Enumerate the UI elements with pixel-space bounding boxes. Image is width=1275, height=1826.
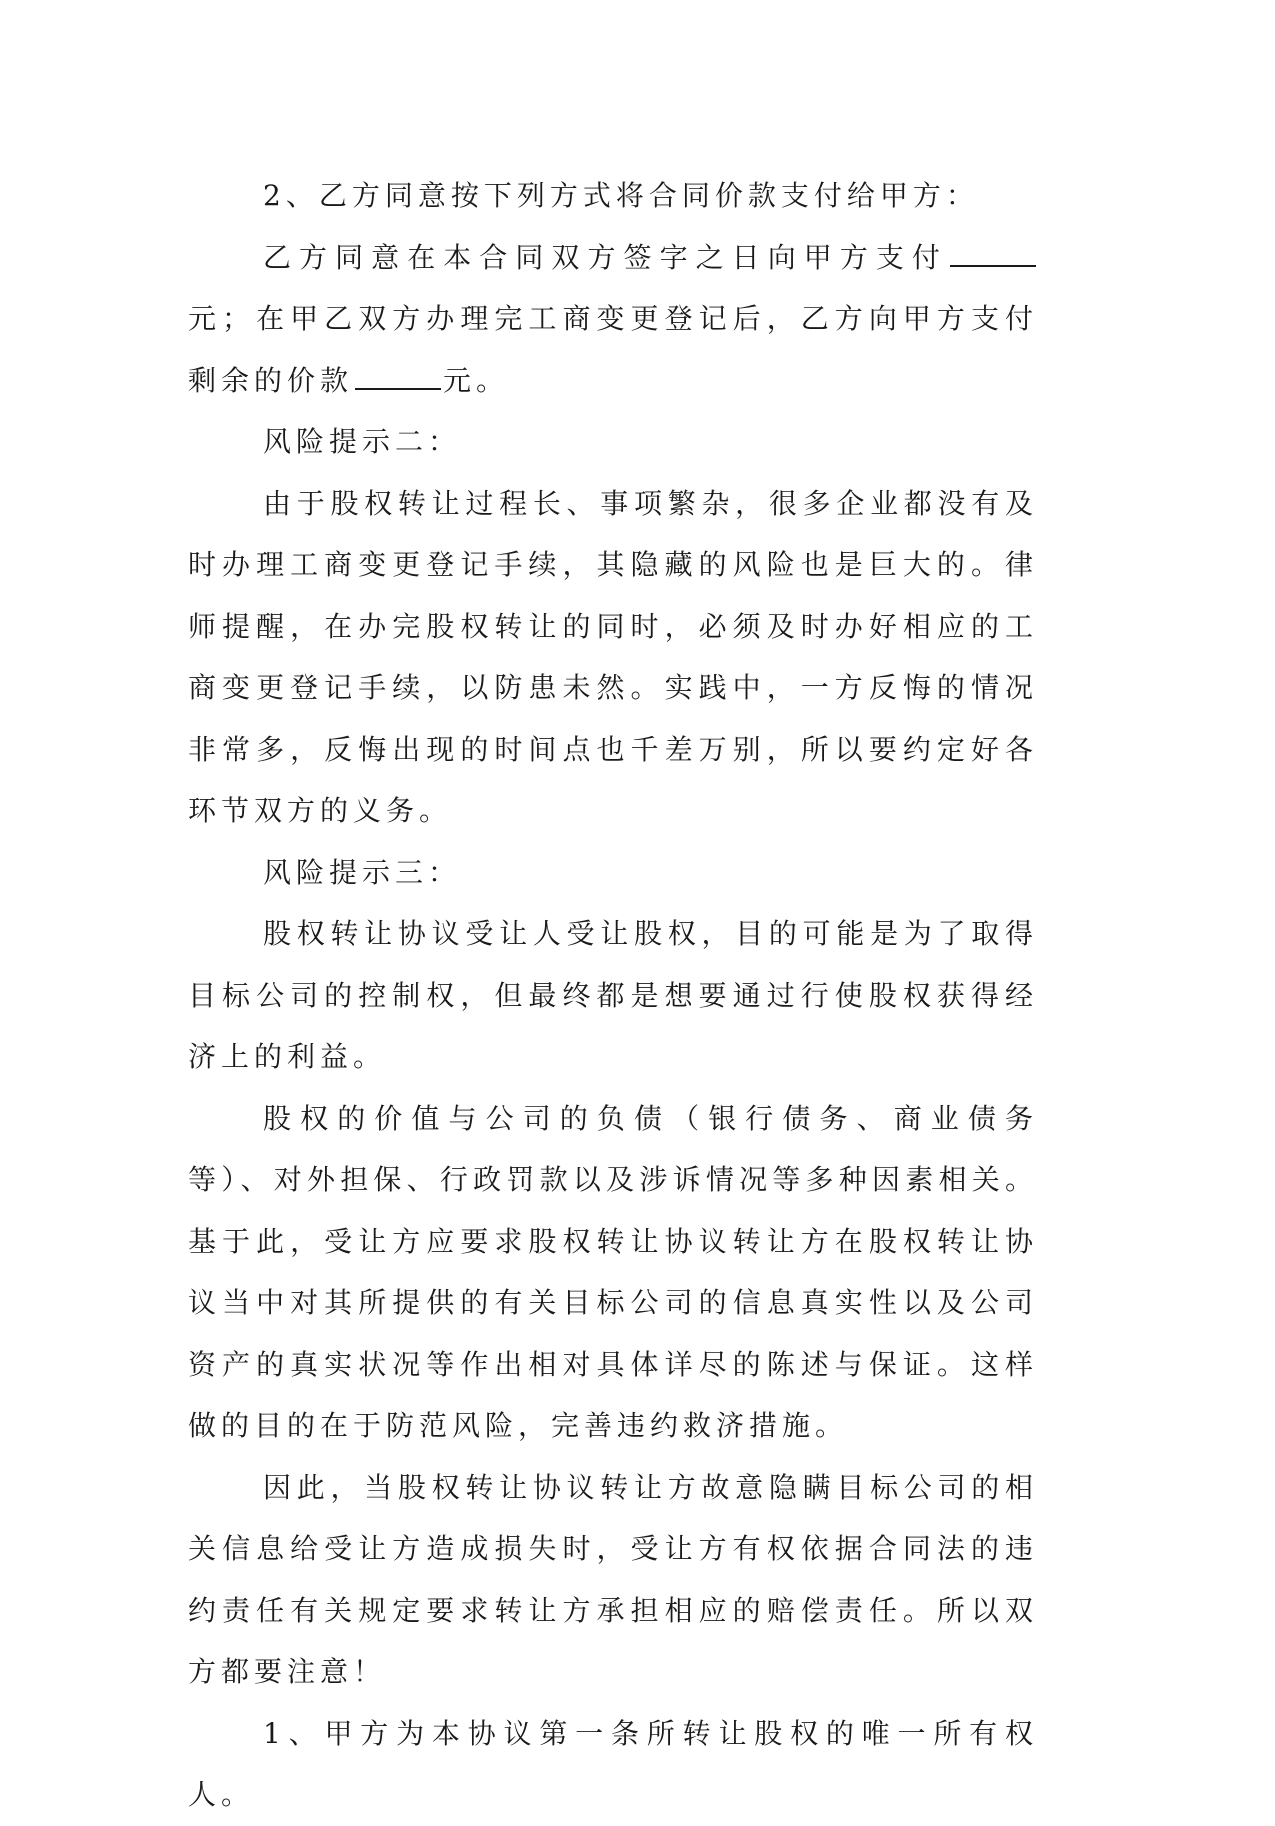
amount-blank-1 — [950, 243, 1036, 267]
document-body — [188, 165, 1038, 1826]
risk-tip-three-paragraph-3: 因此，当股权转让协议转让方故意隐瞒目标公司的相关信息给受让方造成损失时，受让方有权依据合同法的违约责任有关规定要求转让方承担相应的赔偿责任。所以双方都要注意！ — [188, 1470, 1038, 1688]
payment-terms-paragraph — [188, 227, 1038, 412]
payment-terms-text-3: 元。 — [443, 363, 510, 397]
payment-terms-text-2: 元；在甲乙双方办理完工商变更登记后，乙方向甲方支付剩余的价款 — [188, 302, 1038, 397]
payment-terms-text-1: 乙方同意在本合同双方签字之日向甲方支付 — [263, 240, 948, 274]
amount-blank-2 — [355, 366, 441, 390]
payment-clause-heading: 2、乙方同意按下列方式将合同价款支付给甲方： — [263, 179, 979, 212]
risk-tip-two-paragraph: 由于股权转让过程长、事项繁杂，很多企业都没有及时办理工商变更登记手续，其隐藏的风险也是巨大的。律师提醒，在办完股权转让的同时，必须及时办好相应的工商变更登记手续，以防患未然。实践中，一方反悔的情况非常多，反悔出现的时间点也千差万别，所以要约定好各环节双方的义务。 — [188, 486, 1038, 827]
ownership-clause: 1、甲方为本协议第一条所转让股权的唯一所有权人。 — [188, 1716, 1038, 1811]
risk-tip-three-paragraph-1: 股权转让协议受让人受让股权，目的可能是为了取得目标公司的控制权，但最终都是想要通过行使股权获得经济上的利益。 — [188, 917, 1038, 1073]
risk-tip-three-heading: 风险提示三： — [263, 855, 462, 889]
risk-tip-two-heading: 风险提示二： — [263, 425, 462, 458]
risk-tip-three-paragraph-2: 股权的价值与公司的负债（银行债务、商业债务等）、对外担保、行政罚款以及涉诉情况等多种因素相关。基于此，受让方应要求股权转让协议转让方在股权转让协议当中对其所提供的有关目标公司的信息真实性以及公司资产的真实状况等作出相对具体详尽的陈述与保证。这样做的目的在于防范风险，完善违约救济措施。 — [188, 1101, 1038, 1442]
